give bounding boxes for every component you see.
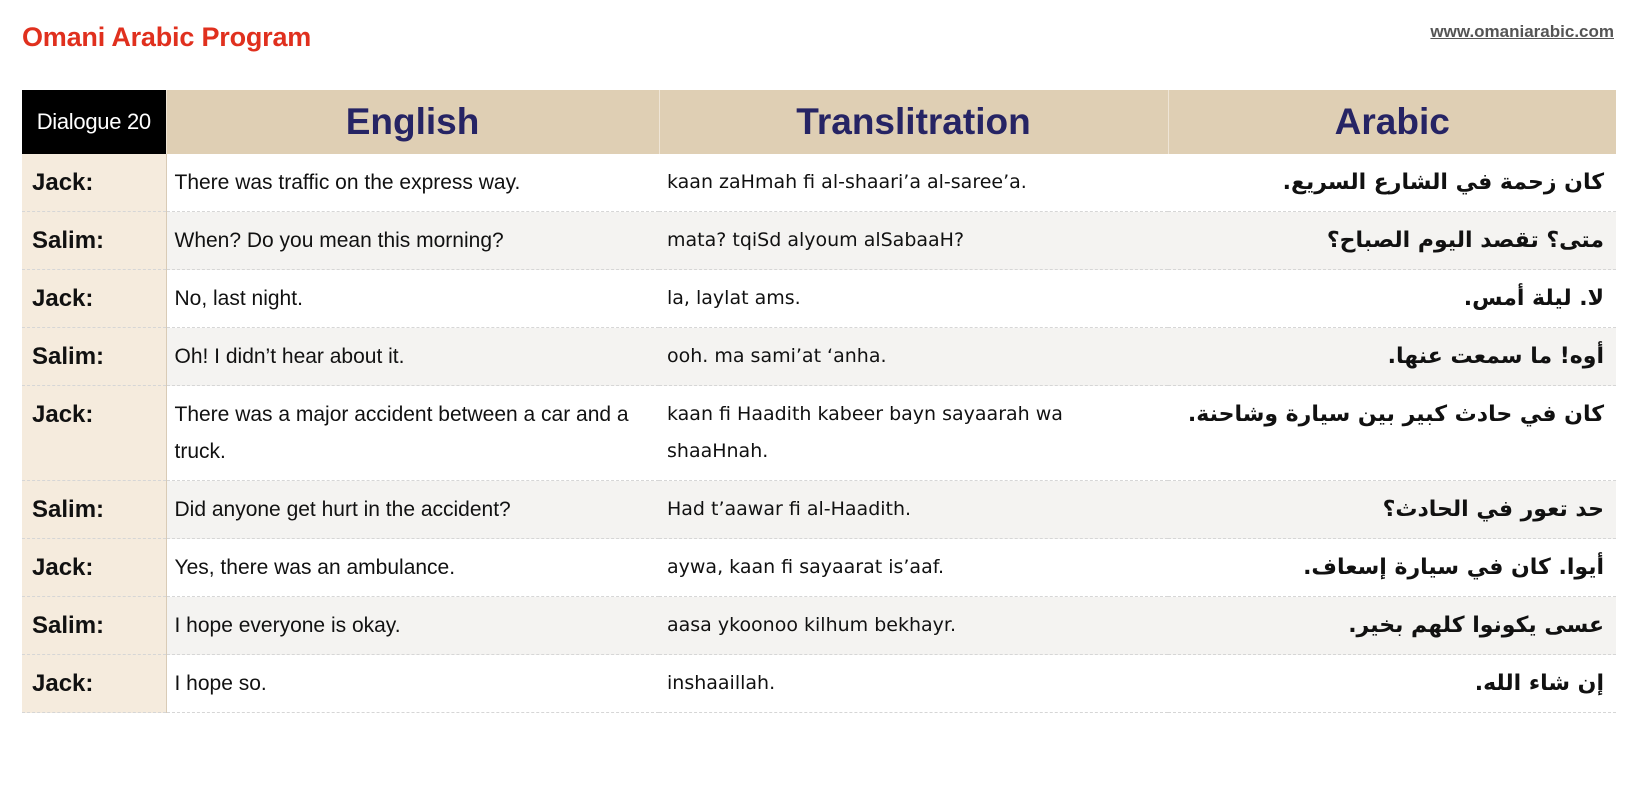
- arabic-cell: أوه! ما سمعت عنها.: [1168, 328, 1616, 386]
- table-row: [22, 328, 1616, 386]
- speaker-cell: Salim:: [22, 212, 166, 270]
- speaker-cell: Jack:: [22, 154, 166, 212]
- english-cell: Oh! I didn’t hear about it.: [166, 328, 659, 386]
- transliteration-cell: aywa, kaan fi sayaarat is’aaf.: [659, 539, 1168, 597]
- transliteration-cell: la, laylat ams.: [659, 270, 1168, 328]
- transliteration-cell: kaan zaHmah fi al-shaari’a al-saree’a.: [659, 154, 1168, 212]
- speaker-cell: Jack:: [22, 386, 166, 481]
- speaker-cell: Jack:: [22, 539, 166, 597]
- dialogue-number-label: Dialogue 20: [22, 90, 166, 154]
- speaker-cell: Salim:: [22, 481, 166, 539]
- table-row: [22, 655, 1616, 713]
- arabic-cell: حد تعور في الحادث؟: [1168, 481, 1616, 539]
- english-cell: I hope so.: [166, 655, 659, 713]
- table-row: [22, 597, 1616, 655]
- table-row: [22, 212, 1616, 270]
- table-row: [22, 270, 1616, 328]
- table-row: [22, 386, 1616, 481]
- arabic-cell: عسى يكونوا كلهم بخير.: [1168, 597, 1616, 655]
- english-cell: There was traffic on the express way.: [166, 154, 659, 212]
- arabic-cell: لا. ليلة أمس.: [1168, 270, 1616, 328]
- transliteration-cell: kaan fi Haadith kabeer bayn sayaarah wa shaaHnah.: [659, 386, 1168, 481]
- arabic-cell: متى؟ تقصد اليوم الصباح؟: [1168, 212, 1616, 270]
- speaker-cell: Salim:: [22, 597, 166, 655]
- english-cell: There was a major accident between a car and a truck.: [166, 386, 659, 481]
- english-cell: I hope everyone is okay.: [166, 597, 659, 655]
- arabic-cell: إن شاء الله.: [1168, 655, 1616, 713]
- transliteration-cell: mata? tqiSd alyoum alSabaaH?: [659, 212, 1168, 270]
- table-row: [22, 539, 1616, 597]
- program-title: Omani Arabic Program: [22, 22, 312, 52]
- english-cell: Yes, there was an ambulance.: [166, 539, 659, 597]
- table-row: [22, 481, 1616, 539]
- transliteration-cell: inshaaillah.: [659, 655, 1168, 713]
- arabic-cell: كان في حادث كبير بين سيارة وشاحنة.: [1168, 386, 1616, 481]
- english-cell: Did anyone get hurt in the accident?: [166, 481, 659, 539]
- english-cell: No, last night.: [166, 270, 659, 328]
- speaker-cell: Salim:: [22, 328, 166, 386]
- column-header-arabic: Arabic: [1168, 90, 1616, 154]
- table-header-row: [22, 90, 1616, 154]
- arabic-cell: كان زحمة في الشارع السريع.: [1168, 154, 1616, 212]
- column-header-english: English: [166, 90, 659, 154]
- transliteration-cell: aasa ykoonoo kilhum bekhayr.: [659, 597, 1168, 655]
- column-header-transliteration: Translitration: [659, 90, 1168, 154]
- speaker-cell: Jack:: [22, 270, 166, 328]
- arabic-cell: أيوا. كان في سيارة إسعاف.: [1168, 539, 1616, 597]
- transliteration-cell: Had t’aawar fi al-Haadith.: [659, 481, 1168, 539]
- dialogue-table: [22, 90, 1616, 713]
- website-link[interactable]: www.omaniarabic.com: [1430, 22, 1614, 41]
- speaker-cell: Jack:: [22, 655, 166, 713]
- transliteration-cell: ooh. ma sami’at ‘anha.: [659, 328, 1168, 386]
- english-cell: When? Do you mean this morning?: [166, 212, 659, 270]
- table-row: [22, 154, 1616, 212]
